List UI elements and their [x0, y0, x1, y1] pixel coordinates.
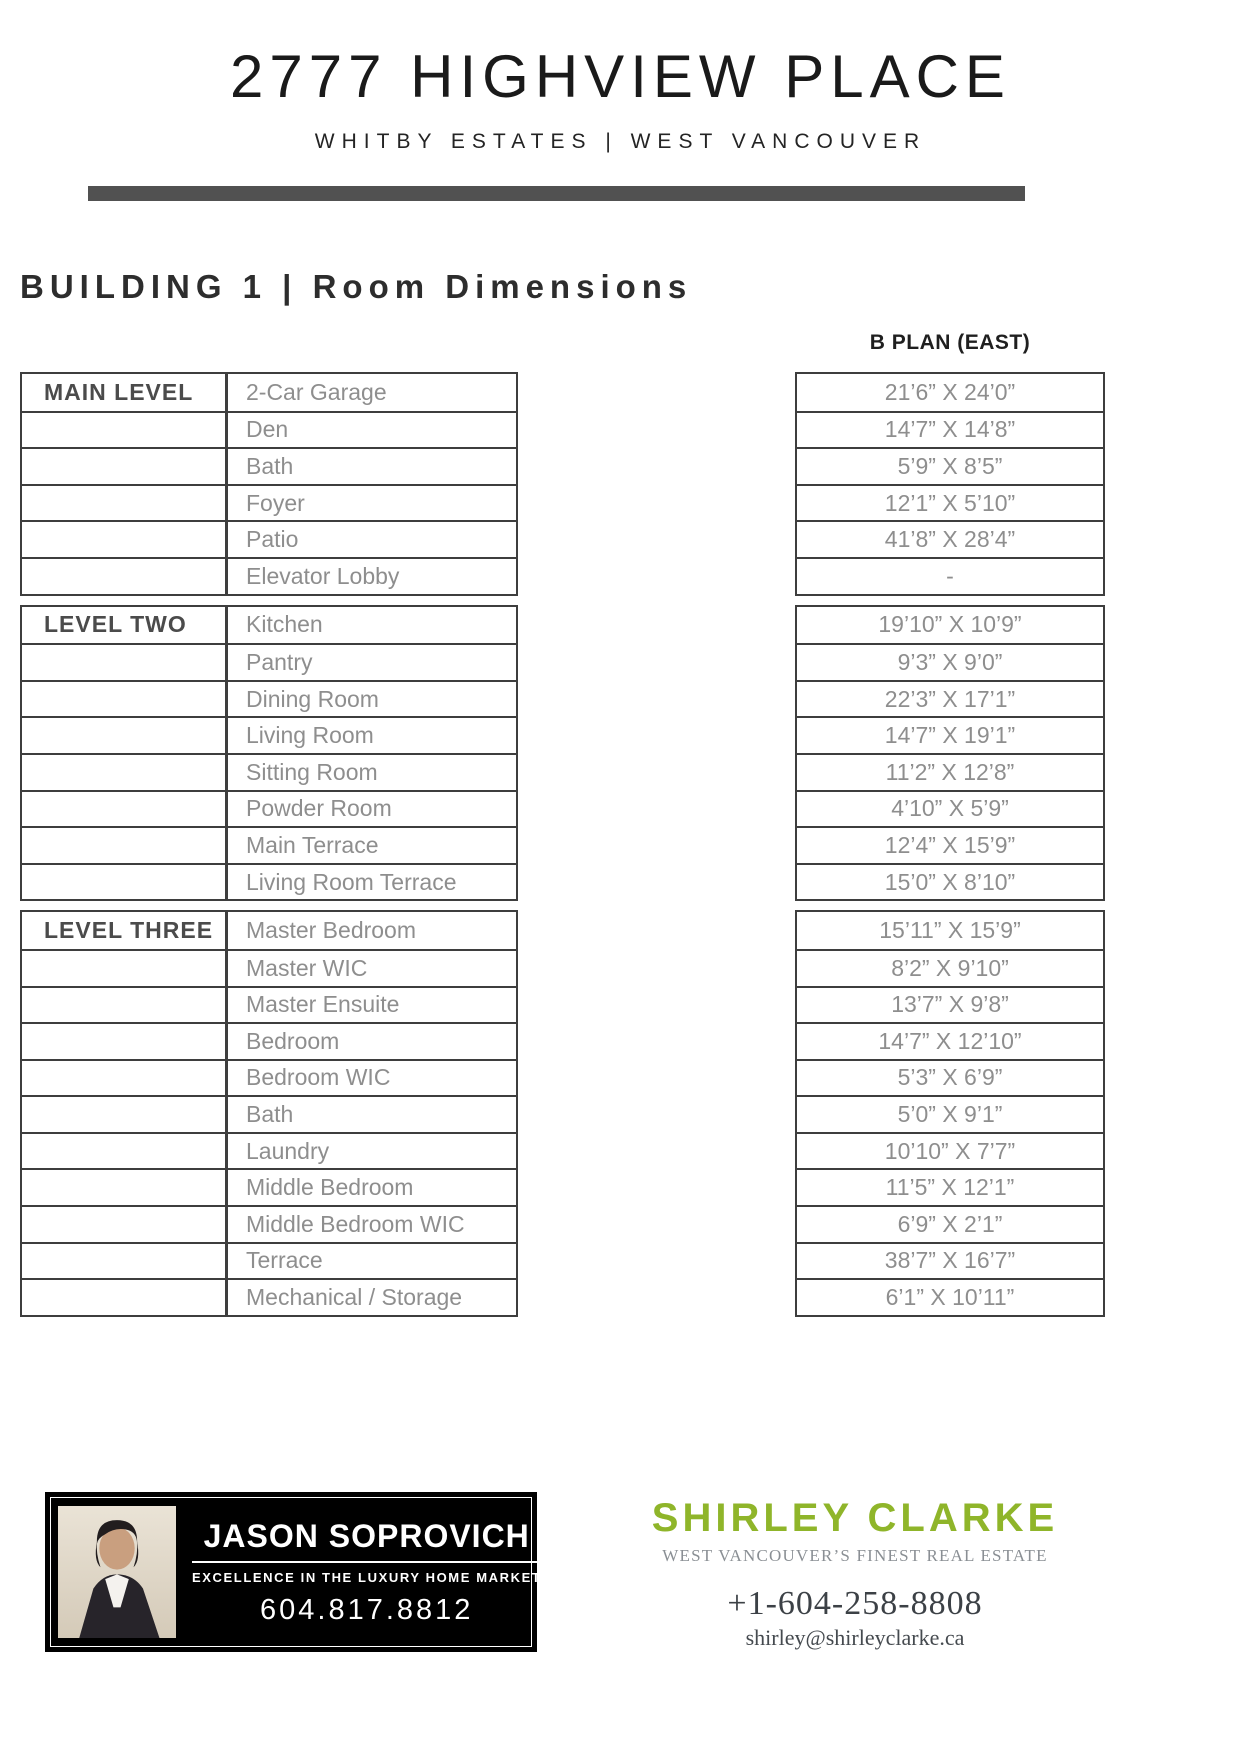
dimension-cell: 11’2” X 12’8” — [797, 753, 1103, 790]
level-empty-cell — [22, 413, 228, 448]
room-name-cell: Bedroom WIC — [246, 1064, 391, 1091]
dimension-cell: 4’10” X 5’9” — [797, 790, 1103, 827]
level-empty-cell — [22, 1134, 228, 1169]
room-name-cell: 2-Car Garage — [246, 378, 387, 405]
level-empty-cell — [22, 1024, 228, 1059]
shirley-clarke-logo: SHIRLEY CLARKE — [651, 1496, 1059, 1540]
plan-column-header: B PLAN (EAST) — [869, 331, 1031, 354]
rooms-section — [20, 910, 518, 1317]
dimension-cell: 5’9” X 8’5” — [797, 447, 1103, 484]
dimension-cell: 21’6” X 24’0” — [884, 378, 1016, 405]
shirley-clarke-phone: +1-604-258-8808 — [727, 1585, 983, 1622]
room-row — [22, 643, 516, 680]
badge-inner-frame — [50, 1497, 542, 1647]
dimension-cell: 11’5” X 12’1” — [797, 1168, 1103, 1205]
room-row — [22, 1242, 516, 1279]
room-row — [22, 680, 516, 717]
room-row — [22, 520, 516, 557]
room-row — [22, 411, 516, 448]
room-name-cell: Master WIC — [246, 954, 368, 981]
room-row — [22, 826, 516, 863]
dimension-cell: 6’9” X 2’1” — [797, 1205, 1103, 1242]
room-name-cell: Living Room Terrace — [246, 868, 457, 895]
level-label-cell: MAIN LEVEL — [22, 374, 228, 411]
dimension-cell: 13’7” X 9’8” — [797, 986, 1103, 1023]
room-name-cell: Bedroom — [246, 1027, 340, 1054]
dimensions-section — [795, 372, 1105, 596]
rooms-section — [20, 372, 518, 596]
level-empty-cell — [22, 645, 228, 680]
room-row — [22, 1168, 516, 1205]
room-name-cell: Terrace — [246, 1247, 323, 1274]
room-name-cell: Sitting Room — [246, 758, 378, 785]
level-empty-cell — [22, 1280, 228, 1315]
room-row — [22, 1059, 516, 1096]
room-row — [22, 1022, 516, 1059]
room-row — [22, 1278, 516, 1315]
rooms-section — [20, 605, 518, 902]
room-row — [22, 1095, 516, 1132]
level-empty-cell — [22, 865, 228, 900]
room-name-cell: Kitchen — [246, 611, 323, 638]
room-name-cell: Powder Room — [246, 795, 392, 822]
dimension-cell: 8’2” X 9’10” — [797, 949, 1103, 986]
dimension-cell: 19’10” X 10’9” — [878, 611, 1022, 638]
level-empty-cell — [22, 988, 228, 1023]
dimension-cell: 6’1” X 10’11” — [797, 1278, 1103, 1315]
room-row — [22, 1132, 516, 1169]
section-heading: BUILDING 1 | Room Dimensions — [20, 268, 693, 305]
room-name-cell: Master Bedroom — [246, 917, 417, 944]
level-empty-cell — [22, 792, 228, 827]
room-row — [22, 447, 516, 484]
dimension-cell: 9’3” X 9’0” — [797, 643, 1103, 680]
dimension-cell: 14’7” X 19’1” — [797, 716, 1103, 753]
room-name-cell: Mechanical / Storage — [246, 1284, 463, 1311]
room-name-cell: Foyer — [246, 489, 305, 516]
shirley-clarke-tagline: WEST VANCOUVER’S FINEST REAL ESTATE — [662, 1546, 1048, 1565]
room-name-cell: Pantry — [246, 648, 313, 675]
dimension-cell: 10’10” X 7’7” — [797, 1132, 1103, 1169]
level-empty-cell — [22, 1061, 228, 1096]
dimension-cell: 5’3” X 6’9” — [797, 1059, 1103, 1096]
shirley-clarke-email: shirley@shirleyclarke.ca — [745, 1625, 965, 1650]
room-name-cell: Dining Room — [246, 685, 379, 712]
level-empty-cell — [22, 486, 228, 521]
agent-photo — [58, 1506, 176, 1638]
badge-text-block — [192, 1518, 541, 1627]
room-row — [22, 1205, 516, 1242]
level-empty-cell — [22, 1244, 228, 1279]
level-empty-cell — [22, 755, 228, 790]
room-name-cell: Middle Bedroom WIC — [246, 1210, 465, 1237]
room-name-cell: Middle Bedroom — [246, 1174, 414, 1201]
dimension-cell: 22’3” X 17’1” — [797, 680, 1103, 717]
room-name-cell: Laundry — [246, 1137, 330, 1164]
level-empty-cell — [22, 718, 228, 753]
rooms-table — [20, 372, 518, 1326]
room-name-cell: Patio — [246, 526, 299, 553]
dimensions-section — [795, 910, 1105, 1317]
level-empty-cell — [22, 828, 228, 863]
level-empty-cell — [22, 1207, 228, 1242]
dimension-cell: 38’7” X 16’7” — [797, 1242, 1103, 1279]
dimensions-section — [795, 605, 1105, 902]
divider-bar — [88, 186, 1025, 201]
dimension-cell: 12’4” X 15’9” — [797, 826, 1103, 863]
room-row — [22, 790, 516, 827]
level-empty-cell — [22, 559, 228, 594]
room-name-cell: Den — [246, 416, 289, 443]
room-name-cell: Main Terrace — [246, 831, 379, 858]
dimension-cell: 5’0” X 9’1” — [797, 1095, 1103, 1132]
room-row — [22, 557, 516, 594]
room-row — [22, 607, 516, 644]
room-row — [22, 484, 516, 521]
level-empty-cell — [22, 522, 228, 557]
room-row — [22, 863, 516, 900]
level-empty-cell — [22, 449, 228, 484]
level-empty-cell — [22, 1097, 228, 1132]
room-name-cell: Master Ensuite — [246, 991, 400, 1018]
jason-soprovich-badge — [45, 1492, 542, 1652]
agent-tagline: EXCELLENCE IN THE LUXURY HOME MARKET — [192, 1569, 542, 1585]
room-row — [22, 949, 516, 986]
dimension-cell: 14’7” X 14’8” — [797, 411, 1103, 448]
level-empty-cell — [22, 682, 228, 717]
page-subtitle: WHITBY ESTATES | WEST VANCOUVER — [314, 130, 927, 153]
dimension-cell: - — [797, 557, 1103, 594]
room-name-cell: Bath — [246, 452, 294, 479]
page-title: 2777 HIGHVIEW PLACE — [230, 43, 1011, 110]
room-name-cell: Elevator Lobby — [246, 562, 400, 589]
room-row — [22, 986, 516, 1023]
room-row — [22, 912, 516, 949]
agent-name: JASON SOPROVICH — [203, 1517, 530, 1554]
room-name-cell: Bath — [246, 1101, 294, 1128]
agent-portrait-illustration — [58, 1506, 176, 1638]
level-empty-cell — [22, 951, 228, 986]
level-label-cell: LEVEL THREE — [22, 912, 228, 949]
dimension-cell: 15’0” X 8’10” — [797, 863, 1103, 900]
room-name-cell: Living Room — [246, 722, 374, 749]
dimensions-table — [795, 372, 1105, 1326]
room-row — [22, 716, 516, 753]
dimension-cell: 41’8” X 28’4” — [797, 520, 1103, 557]
dimension-cell: 12’1” X 5’10” — [797, 484, 1103, 521]
shirley-clarke-block — [630, 1496, 1080, 1651]
dimension-cell: 14’7” X 12’10” — [797, 1022, 1103, 1059]
level-empty-cell — [22, 1170, 228, 1205]
dimension-cell: 15’11” X 15’9” — [879, 917, 1021, 944]
level-label-cell: LEVEL TWO — [22, 607, 228, 644]
room-row — [22, 374, 516, 411]
room-row — [22, 753, 516, 790]
agent-phone: 604.817.8812 — [260, 1593, 474, 1626]
badge-divider-line — [192, 1561, 541, 1563]
